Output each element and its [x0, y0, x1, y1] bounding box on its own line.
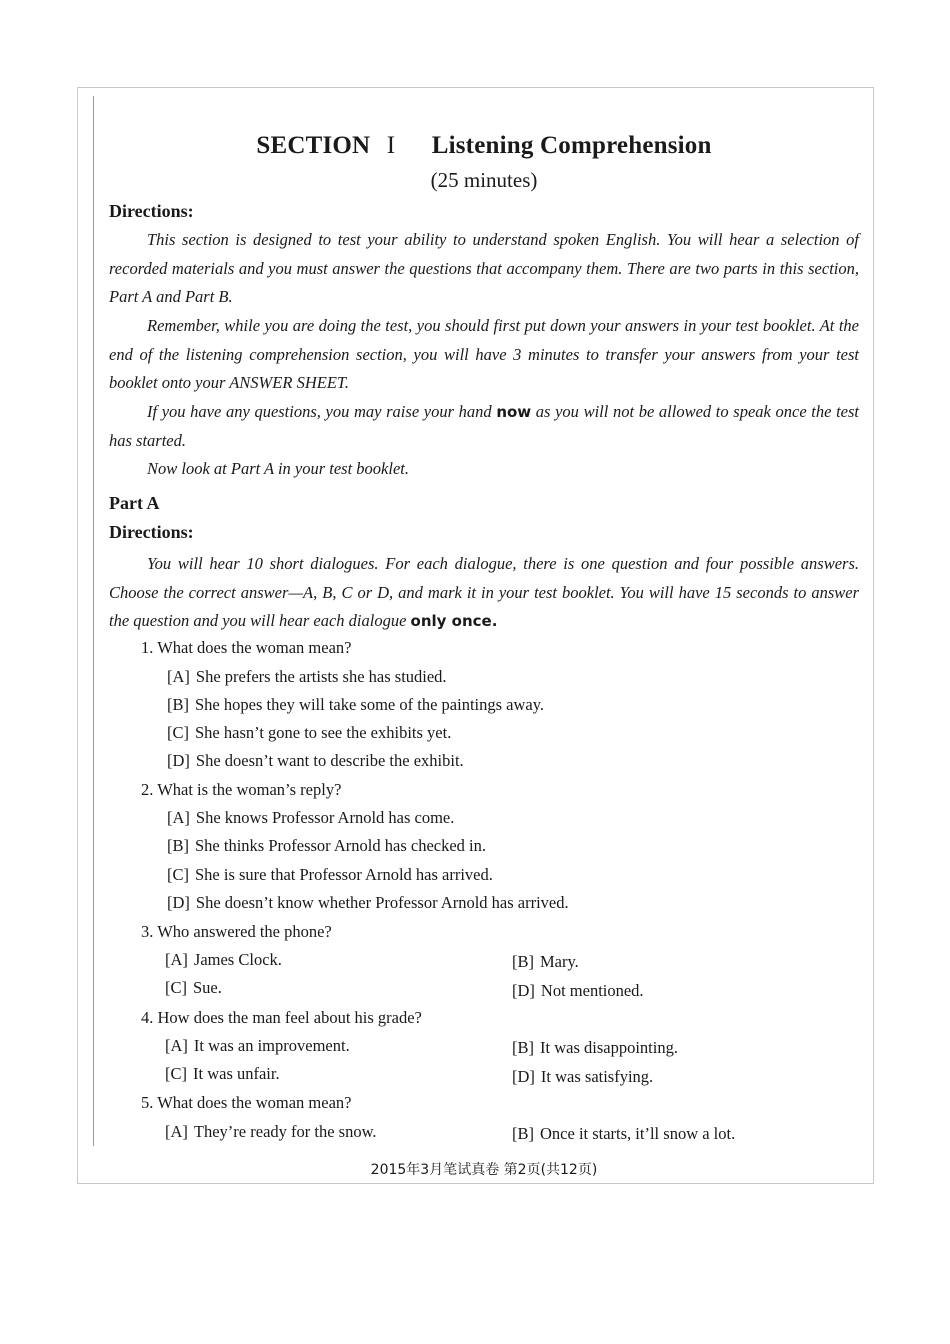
q4-option-c [165, 1064, 280, 1084]
q2-option-d [167, 893, 569, 913]
q4-option-d [512, 1067, 653, 1087]
option-letter: [D] [512, 1067, 535, 1086]
option-letter: [A] [165, 1036, 188, 1055]
directions-heading: Directions: [109, 201, 194, 221]
option-text: It was an improvement. [193, 1036, 350, 1055]
option-text: She prefers the artists she has studied. [195, 667, 447, 686]
page-footer: 2015年3月笔试真卷 第2页(共12页) [370, 1162, 598, 1178]
option-letter: [C] [165, 978, 187, 997]
q4-option-b [512, 1038, 678, 1058]
q1-option-b [167, 695, 544, 715]
option-letter: [C] [167, 723, 189, 742]
option-letter: [B] [512, 1038, 534, 1057]
option-text: Mary. [540, 952, 579, 971]
directions-paragraph-4: Now look at Part A in your test booklet. [147, 459, 410, 478]
question-2 [141, 780, 341, 800]
option-letter: [D] [167, 751, 190, 770]
q1-option-c [167, 723, 451, 743]
part-a-directions-body: You will hear 10 short dialogues. For each dialogue, there is one question and four possible answers. Choose the correct answer—A, B, C or D, and mark it in your test booklet. You will have 15 seconds to answer the question and you will hear each dialogue [109, 554, 859, 630]
option-text: She doesn’t know whether Professor Arnold has arrived. [195, 893, 569, 912]
option-text: James Clock. [193, 950, 282, 969]
section-title-prefix: SECTION [256, 132, 371, 159]
directions-paragraph-1: This section is designed to test your ability to understand spoken English. You will hear a selection of recorded materials and you must answer the questions that accompany them. There are two parts in this section, Part A and Part B. [109, 230, 859, 306]
q3-option-d [512, 981, 644, 1001]
q4-option-a [165, 1036, 350, 1056]
question-3 [141, 922, 332, 942]
q1-option-d [167, 751, 464, 771]
part-a-directions-heading: Directions: [109, 522, 194, 542]
q5-option-b [512, 1124, 735, 1144]
option-letter: [A] [167, 808, 190, 827]
question-number: 2. [141, 780, 154, 799]
option-text: She doesn’t want to describe the exhibit. [195, 751, 464, 770]
question-text: What does the woman mean? [157, 638, 352, 657]
option-text: She hopes they will take some of the paintings away. [195, 695, 545, 714]
question-text: What is the woman’s reply? [157, 780, 342, 799]
section-title-number: I [386, 132, 396, 159]
question-text: How does the man feel about his grade? [157, 1008, 422, 1027]
part-a-heading: Part A [109, 493, 160, 513]
directions-paragraph-3 [109, 398, 859, 455]
q2-option-a [167, 808, 454, 828]
q2-option-b [167, 836, 486, 856]
directions-paragraph-3-start: If you have any questions, you may raise your hand [147, 402, 497, 421]
option-text: It was satisfying. [540, 1067, 654, 1086]
option-text: She knows Professor Arnold has come. [195, 808, 455, 827]
exam-page [77, 87, 874, 1184]
option-letter: [B] [512, 952, 534, 971]
option-text: She is sure that Professor Arnold has arrived. [195, 865, 493, 884]
q3-option-a [165, 950, 282, 970]
option-letter: [A] [167, 667, 190, 686]
section-title [109, 132, 859, 160]
part-a-directions-text [109, 550, 859, 636]
section-title-text: Listening Comprehension [431, 132, 712, 159]
left-margin-line [93, 96, 94, 1146]
directions-paragraph-2: Remember, while you are doing the test, you should first put down your answers in your test booklet. At the end of the listening comprehension section, you will have 3 minutes to transfer your answers from your test booklet onto your ANSWER SHEET. [109, 316, 859, 392]
q1-option-a [167, 667, 447, 687]
q2-option-c [167, 865, 493, 885]
question-number: 3. [141, 922, 154, 941]
option-text: She thinks Professor Arnold has checked in. [195, 836, 486, 855]
question-number: 4. [141, 1008, 154, 1027]
q5-option-a [165, 1122, 377, 1142]
option-text: It was unfair. [193, 1064, 280, 1083]
option-letter: [D] [167, 893, 190, 912]
section-duration: (25 minutes) [430, 168, 538, 192]
option-text: She hasn’t gone to see the exhibits yet. [195, 723, 452, 742]
question-text: Who answered the phone? [157, 922, 332, 941]
option-letter: [D] [512, 981, 535, 1000]
question-1 [141, 638, 351, 658]
option-text: It was disappointing. [540, 1038, 678, 1057]
option-text: Sue. [193, 978, 222, 997]
question-5 [141, 1093, 351, 1113]
question-number: 1. [141, 638, 154, 657]
question-text: What does the woman mean? [157, 1093, 352, 1112]
option-text: They’re ready for the snow. [193, 1122, 377, 1141]
question-number: 5. [141, 1093, 154, 1112]
question-4 [141, 1008, 422, 1028]
emphasis-now: now [496, 403, 532, 421]
option-letter: [B] [512, 1124, 534, 1143]
q3-option-b [512, 952, 579, 972]
option-text: Once it starts, it’ll snow a lot. [540, 1124, 736, 1143]
option-letter: [B] [167, 836, 189, 855]
option-letter: [C] [167, 865, 189, 884]
option-letter: [B] [167, 695, 189, 714]
option-letter: [C] [165, 1064, 187, 1083]
option-letter: [A] [165, 1122, 188, 1141]
emphasis-only-once: only once. [410, 612, 498, 630]
q3-option-c [165, 978, 222, 998]
option-text: Not mentioned. [540, 981, 644, 1000]
directions-paragraph-3-end: as you will not be allowed to speak once the test has started. [109, 402, 859, 450]
option-letter: [A] [165, 950, 188, 969]
